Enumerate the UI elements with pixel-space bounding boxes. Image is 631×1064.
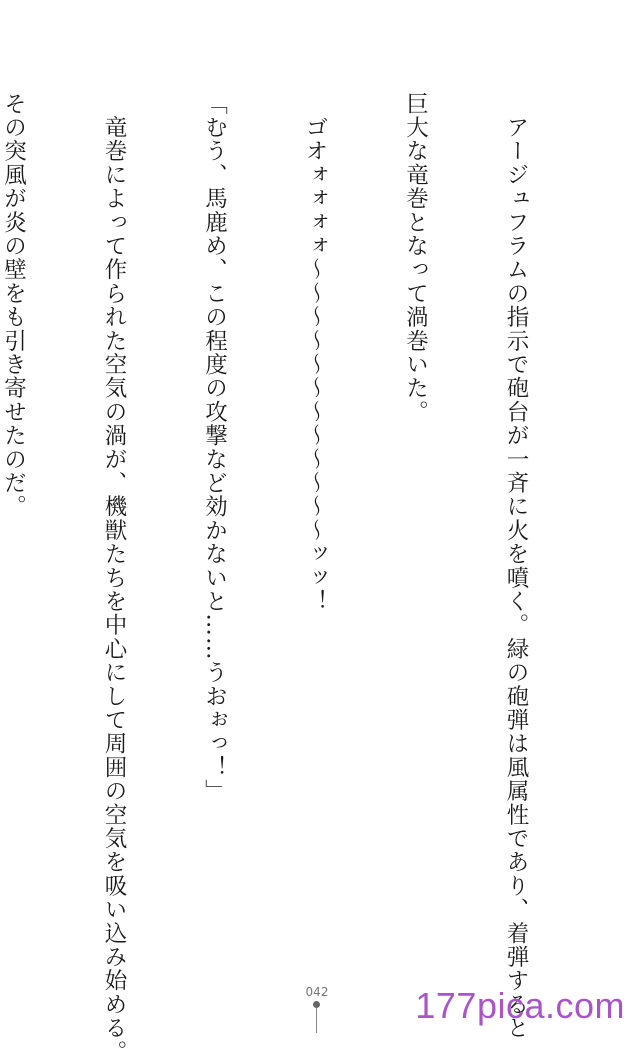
text-line: ゴオォォォォ〜〜〜〜〜〜〜〜〜〜〜〜ッッ！ [302,92,328,614]
folio-rule [316,1008,317,1033]
page-number: 042 [305,985,329,999]
text-line: アージュフラムの指示で砲台が一斉に火を噴く。緑の砲弾は風属性であり、着弾すると [503,92,529,1040]
folio-dot-icon [313,1001,320,1008]
text-line: 巨大な竜巻となって渦巻いた。 [402,92,429,424]
text-line: 竜巻によって作られた空気の渦が、機獣たちを中心にして周囲の空気を吸い込み始める。 [101,92,127,1064]
watermark: 177pica.com [415,985,625,1026]
text-line: 「むう、馬鹿め、この程度の攻撃など効かないと……うおぉっ！」 [201,92,228,803]
text-line: その突風が炎の壁をも引き寄せたのだ。 [0,92,27,519]
